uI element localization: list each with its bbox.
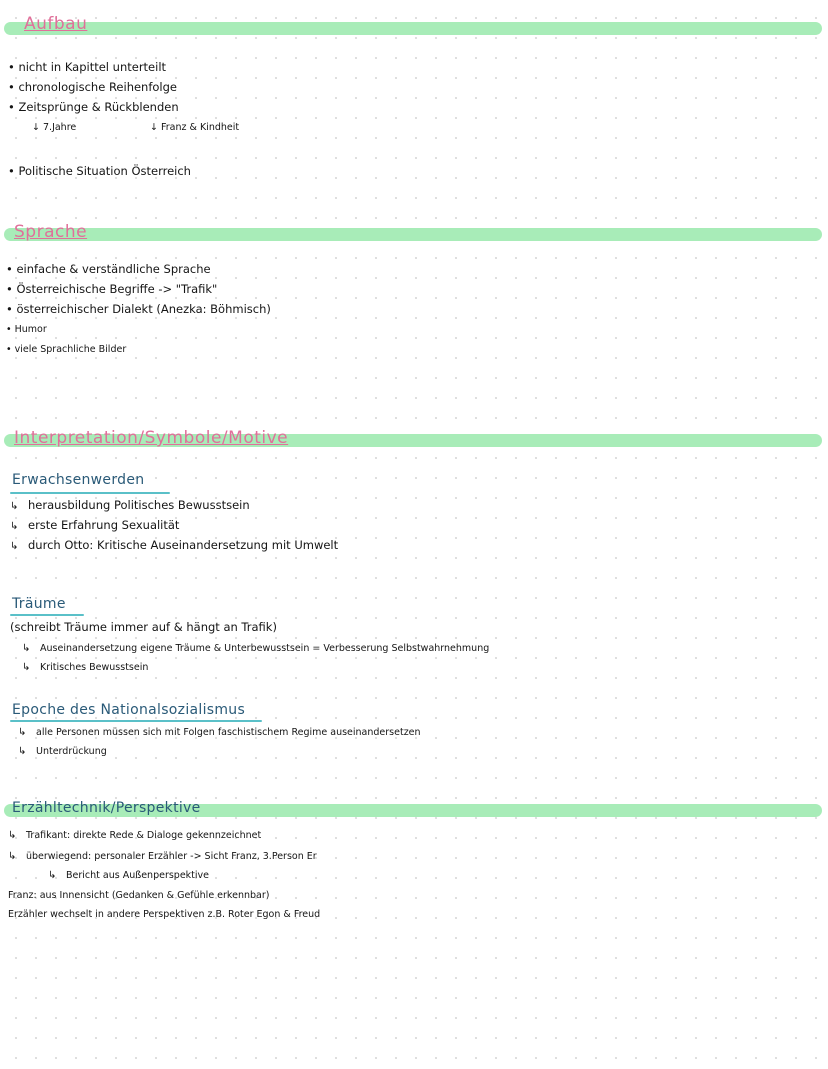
list-item: • nicht in Kapittel unterteilt [8, 60, 167, 74]
list-item [22, 643, 489, 654]
list-item-text: Kritisches Bewusstsein [40, 662, 149, 673]
list-item-text: Auseinandersetzung eigene Träume & Unterbewusstsein = Verbesserung Selbstwahrnehmung [40, 643, 490, 654]
corner-arrow-icon: ↳ [8, 851, 17, 862]
list-item [48, 870, 209, 881]
subheading-underline [10, 492, 170, 494]
highlight-bar [4, 22, 822, 35]
subheading-erwachsenwerden: Erwachsenwerden [12, 472, 145, 488]
list-item [8, 851, 317, 862]
list-item: • österreichischer Dialekt (Anezka: Böhmisch) [6, 302, 271, 316]
corner-arrow-icon: ↳ [10, 541, 19, 552]
annotation-text: 7.Jahre [43, 122, 77, 133]
list-item [10, 538, 338, 552]
corner-arrow-icon: ↳ [10, 521, 19, 532]
list-item-text: erste Erfahrung Sexualität [28, 518, 180, 532]
list-item: Erzähler wechselt in andere Perspektiven z.B. Roter Egon & Freud [8, 909, 321, 920]
list-item: • viele Sprachliche Bilder [6, 344, 127, 355]
list-item: • chronologische Reihenfolge [8, 80, 177, 94]
list-item: • Politische Situation Österreich [8, 164, 191, 178]
subheading-epoche: Epoche des Nationalsozialismus [12, 702, 246, 718]
list-item: Franz: aus Innensicht (Gedanken & Gefühle erkennbar) [8, 890, 270, 901]
list-item-text: durch Otto: Kritische Auseinandersetzung mit Umwelt [28, 538, 339, 552]
list-item-text: Unterdrückung [36, 746, 107, 757]
list-item: • einfache & verständliche Sprache [6, 262, 211, 276]
annotation-note [32, 122, 76, 133]
list-item-text: überwiegend: personaler Erzähler -> Sicht Franz, 3.Person Er [26, 851, 317, 862]
corner-arrow-icon: ↳ [22, 662, 31, 673]
list-item: • Zeitsprünge & Rückblenden [8, 100, 179, 114]
corner-arrow-icon: ↳ [18, 746, 27, 757]
corner-arrow-icon: ↳ [8, 830, 17, 841]
list-item [8, 830, 261, 841]
corner-arrow-icon: ↳ [18, 727, 27, 738]
subheading-underline [10, 720, 262, 722]
list-item [18, 746, 107, 757]
corner-arrow-icon: ↳ [10, 501, 19, 512]
list-item: • Humor [6, 324, 47, 335]
list-item-text: herausbildung Politisches Bewusstsein [28, 498, 250, 512]
annotation-note [150, 122, 239, 133]
section-heading-aufbau: Aufbau [24, 14, 88, 34]
corner-arrow-icon: ↳ [48, 870, 57, 881]
list-item [18, 727, 421, 738]
highlight-bar [4, 228, 822, 241]
list-item: • Österreichische Begriffe -> "Trafik" [6, 282, 218, 296]
list-item [22, 662, 148, 673]
subheading-traeume: Träume [12, 596, 66, 612]
list-item-text: alle Personen müssen sich mit Folgen faschistischem Regime auseinandersetzen [36, 727, 421, 738]
list-item-text: Bericht aus Außenperspektive [66, 870, 210, 881]
annotation-text: Franz & Kindheit [161, 122, 240, 133]
section-heading-interpretation: Interpretation/Symbole/Motive [14, 428, 289, 448]
list-item-text: Trafikant: direkte Rede & Dialoge gekennzeichnet [26, 830, 262, 841]
subheading-underline [10, 614, 84, 616]
list-item: (schreibt Träume immer auf & hängt an Trafik) [10, 620, 277, 634]
section-heading-erzaehltechnik: Erzähltechnik/Perspektive [12, 800, 201, 816]
section-heading-sprache: Sprache [14, 222, 88, 242]
list-item [10, 518, 179, 532]
corner-arrow-icon: ↳ [22, 643, 31, 654]
down-arrow-icon: ↓ [150, 122, 158, 133]
list-item [10, 498, 250, 512]
down-arrow-icon: ↓ [32, 122, 40, 133]
